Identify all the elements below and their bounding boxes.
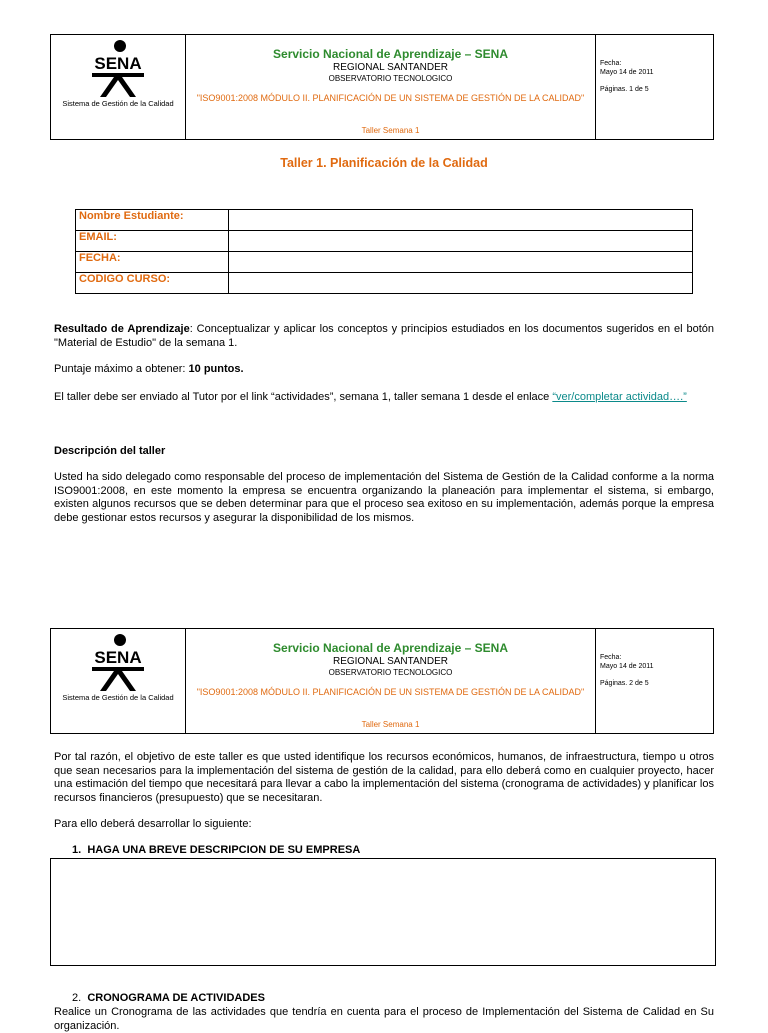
item-2-number: 2. [72, 992, 82, 1004]
observatory-name: OBSERVATORIO TECNOLOGICO [328, 668, 453, 677]
activity-link[interactable]: “ver/completar actividad….” [552, 391, 687, 403]
date-field[interactable] [229, 252, 693, 273]
student-name-field[interactable] [229, 210, 693, 231]
date-value: Mayo 14 de 2011 [600, 663, 654, 670]
logo-caption: Sistema de Gestión de la Calidad [62, 693, 174, 702]
table-row [76, 231, 693, 252]
student-info-table [75, 209, 693, 294]
region-name: REGIONAL SANTANDER [332, 656, 449, 667]
org-name: Servicio Nacional de Aprendizaje – SENA [273, 641, 508, 655]
date-label: Fecha: [600, 60, 622, 67]
table-row [76, 273, 693, 294]
learning-outcome-label: Resultado de Aprendizaje [54, 323, 190, 335]
taller-label: Taller Semana 1 [361, 126, 420, 135]
page-number: Páginas. 2 de 5 [600, 680, 649, 687]
item-2-description: Realice un Cronograma de las actividades que tendría en cuenta para el proceso de Implementación del Sistema de Calidad en Su organización. [54, 1006, 714, 1032]
max-score-paragraph [54, 363, 714, 377]
max-score-text: Puntaje máximo a obtener: [54, 363, 189, 375]
region-name: REGIONAL SANTANDER [332, 62, 449, 73]
logo-text: SENA [94, 54, 142, 73]
sena-logo-icon [86, 633, 150, 693]
company-description-box[interactable] [50, 858, 716, 966]
objective-paragraph: Por tal razón, el objetivo de este taller es que usted identifique los recursos económicos, humanos, de infraestructura, tiempo u otros que sean necesarios para la implementación del sistema de gestión de la calidad, para ello deberá como en cualquier proyecto, hacer una estimación del tiempo que necesitará para llevar a cabo la implementación del sistema (cronograma de actividades) y planificar los recursos financieros (presupuesto) que se necesitaran. [54, 751, 714, 804]
table-row [76, 210, 693, 231]
observatory-name: OBSERVATORIO TECNOLOGICO [328, 74, 453, 83]
header-title-cell [186, 629, 595, 733]
logo-cell [51, 35, 186, 139]
field-label: FECHA: [76, 252, 229, 273]
table-row [76, 252, 693, 273]
field-label: CODIGO CURSO: [76, 273, 229, 294]
logo-cell [51, 629, 186, 733]
learning-outcome-text: : Conceptualizar y aplicar los conceptos y principios estudiados en los documentos sugeridos en el botón "Material de Estudio" de la semana 1. [54, 323, 715, 349]
logo-text: SENA [94, 648, 142, 667]
course-code-field[interactable] [229, 273, 693, 294]
item-2-heading [72, 992, 265, 1004]
org-name: Servicio Nacional de Aprendizaje – SENA [273, 47, 508, 61]
learning-outcome-paragraph [54, 323, 714, 350]
taller-label: Taller Semana 1 [361, 720, 420, 729]
logo-caption: Sistema de Gestión de la Calidad [62, 99, 174, 108]
sena-logo-icon [86, 39, 150, 99]
meta-cell [595, 35, 714, 139]
item-1-heading [72, 844, 360, 856]
document-header-page-2 [50, 628, 714, 734]
description-text: Usted ha sido delegado como responsable del proceso de implementación del Sistema de Gestión de la Calidad conforme a la norma ISO9001:2008, en este momento la empresa se encuentra organizando la planeación para implementar el sistema, si embargo, existen algunos recursos que se deben determinar para que el proceso sea exitoso en su implementación, además porque la empresa debe gestionar estos recursos y asegurar la disponibilidad de los mismos. [54, 471, 714, 524]
submission-text: El taller debe ser enviado al Tutor por el link “actividades”, semana 1, taller semana 1 desde el enlace [54, 391, 553, 403]
item-1-number: 1. [72, 844, 82, 856]
description-heading: Descripción del taller [54, 445, 166, 457]
item-2-text: CRONOGRAMA DE ACTIVIDADES [87, 992, 265, 1004]
meta-cell [595, 629, 714, 733]
date-label: Fecha: [600, 654, 622, 661]
page-number: Páginas. 1 de 5 [600, 86, 649, 93]
page-title: Taller 1. Planificación de la Calidad [280, 156, 488, 170]
submission-paragraph [54, 391, 714, 405]
module-title: "ISO9001:2008 MÓDULO II. PLANIFICACIÓN DE UN SISTEMA DE GESTIÓN DE LA CALIDAD" [196, 687, 585, 697]
field-label: Nombre Estudiante: [76, 210, 229, 231]
instructions-intro: Para ello deberá desarrollar lo siguiente: [54, 818, 252, 830]
max-score-value: 10 puntos. [188, 363, 244, 375]
date-value: Mayo 14 de 2011 [600, 69, 654, 76]
field-label: EMAIL: [76, 231, 229, 252]
email-field[interactable] [229, 231, 693, 252]
document-header-page-1 [50, 34, 714, 140]
item-1-text: HAGA UNA BREVE DESCRIPCION DE SU EMPRESA [87, 844, 361, 856]
module-title: "ISO9001:2008 MÓDULO II. PLANIFICACIÓN DE UN SISTEMA DE GESTIÓN DE LA CALIDAD" [196, 93, 585, 103]
header-title-cell [186, 35, 595, 139]
